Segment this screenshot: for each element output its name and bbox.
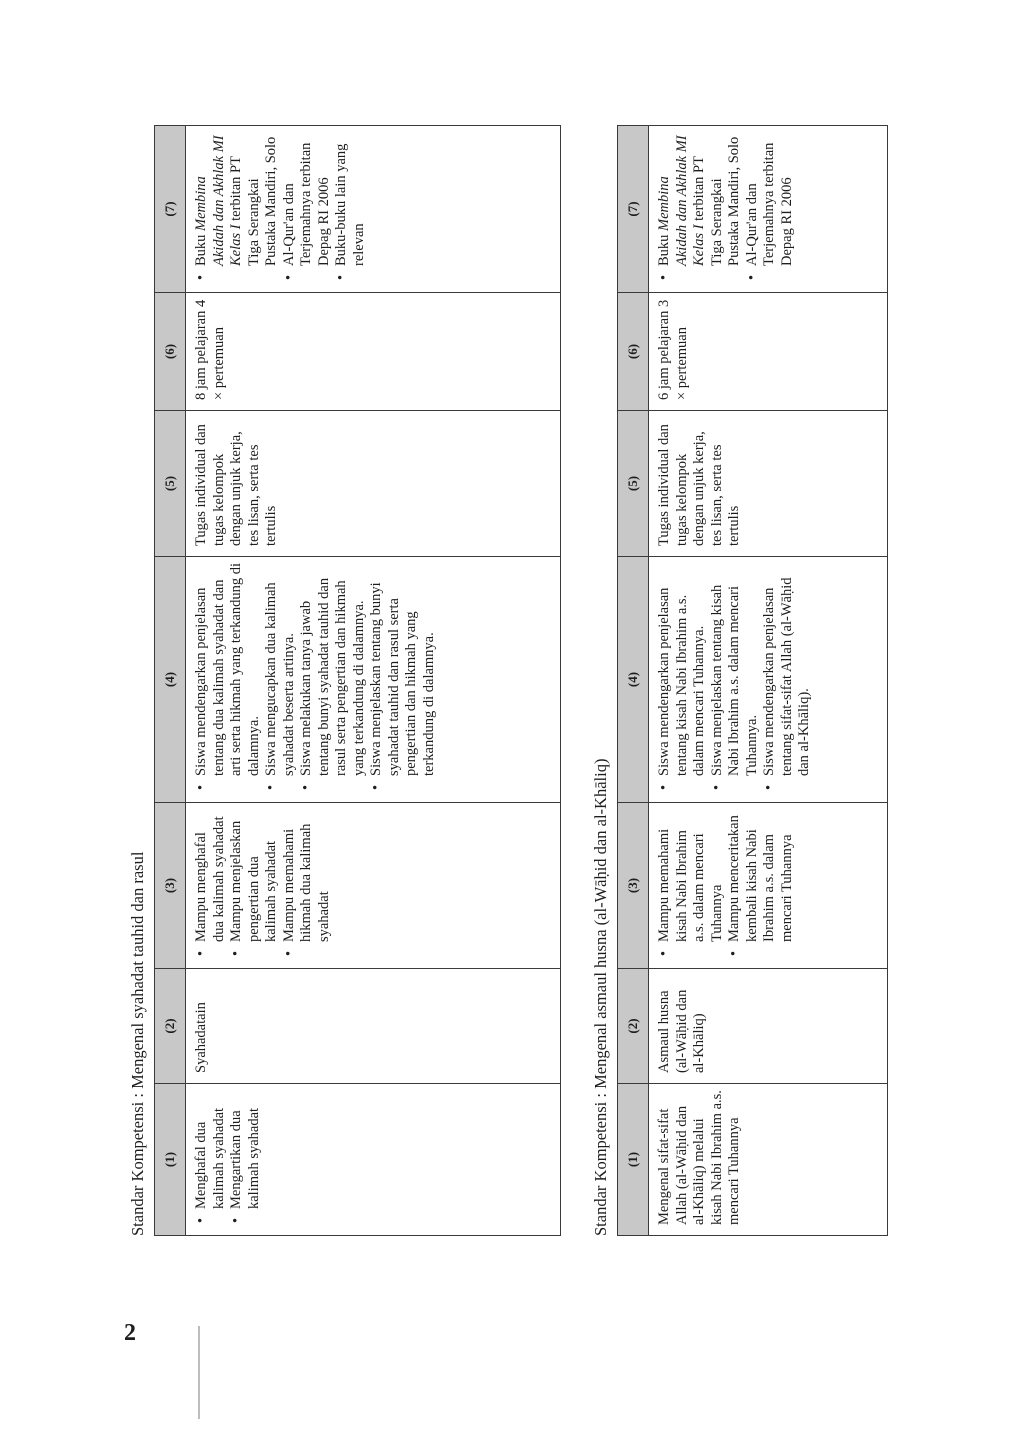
column-header: (7)	[155, 126, 186, 293]
indicator-cell	[186, 803, 561, 969]
cell-text: Asmaul husna (al-Wāḥid dan al-Khāliq)	[656, 989, 707, 1073]
column-header: (4)	[155, 557, 186, 803]
table-row	[186, 126, 561, 1236]
resources-cell	[186, 126, 561, 293]
list-item: • Mampu memahami hikmah dua kalimah syahadat	[281, 809, 334, 958]
assessment-cell	[649, 411, 888, 557]
curriculum-table	[617, 125, 888, 1236]
list-item: • Siswa menjelaskan tentang bunyi syahadat tauhid dan rasul serta pengertian dan hikmah yang terkandung di dalamnya.	[368, 563, 438, 792]
section-title: Standar Kompetensi : Mengenal syahadat tauhid dan rasul	[128, 851, 147, 1236]
column-header: (1)	[155, 1084, 186, 1236]
resources-cell	[649, 126, 888, 293]
list-item: • Mampu menghafal dua kalimah syahadat	[193, 809, 228, 958]
list-item: • Buku Membina Akidah dan Akhlak MI Kelas I terbitan PT Tiga Serangkai Pustaka Mandiri, Solo	[193, 132, 281, 282]
list-item: • Mampu memahami kisah Nabi Ibrahim a.s. dalam mencari Tuhannya	[656, 809, 726, 958]
list-item: • Al-Qur'an dan Terjemahnya terbitan Depag RI 2006	[281, 132, 334, 282]
column-header: (2)	[155, 969, 186, 1084]
list-item: • Siswa menjelaskan tentang kisah Nabi Ibrahim a.s. dalam mencari Tuhannya.	[709, 563, 762, 792]
cell-text: Tugas individual dan tugas kelompok dengan unjuk kerja, tes lisan, serta tes tertulis	[656, 424, 742, 546]
list-item: • Buku Membina Akidah dan Akhlak MI Kelas I terbitan PT Tiga Serangkai Pustaka Mandiri, Solo	[656, 132, 744, 282]
competency-section-asmaul-husna	[591, 126, 891, 1236]
section-title: Standar Kompetensi : Mengenal asmaul husna (al-Wāḥid dan al-Khāliq)	[591, 758, 610, 1236]
column-header: (7)	[618, 126, 649, 293]
competency-cell	[186, 1084, 561, 1236]
column-header: (6)	[618, 293, 649, 411]
list-item: • Menghafal dua kalimah syahadat	[193, 1090, 228, 1225]
assessment-cell	[186, 411, 561, 557]
cell-text: 6 jam pelajaran 3 × pertemuan	[656, 299, 690, 400]
material-cell	[186, 969, 561, 1084]
column-header: (3)	[618, 803, 649, 969]
list-item: • Mampu menjelaskan pengertian dua kalimah syahadat	[228, 809, 281, 958]
cell-text: Mengenal sifat-sifat Allah (al-Wāḥid dan al-Khāliq) melalui kisah Nabi Ibrahim a.s. mencari Tuhannya	[656, 1090, 742, 1225]
indicator-cell	[649, 803, 888, 969]
time-allocation-cell	[649, 293, 888, 411]
column-header: (2)	[618, 969, 649, 1084]
list-item: • Siswa mendengarkan penjelasan tentang dua kalimah syahadat dan arti serta hikmah yang terkandung di dalamnya.	[193, 563, 263, 792]
competency-section-syahadat	[128, 126, 564, 1236]
table-header-row	[155, 126, 186, 1236]
column-header: (3)	[155, 803, 186, 969]
list-item: • Mampu menceritakan kembali kisah Nabi Ibrahim a.s. dalam mencari Tuhannya	[726, 809, 796, 958]
cell-text: Tugas individual dan tugas kelompok dengan unjuk kerja, tes lisan, serta tes tertulis	[193, 424, 279, 546]
time-allocation-cell	[186, 293, 561, 411]
margin-rule	[198, 1326, 200, 1419]
table-header-row	[618, 126, 649, 1236]
material-cell	[649, 969, 888, 1084]
list-item: • Siswa melakukan tanya jawab tentang bunyi syahadat tauhid dan rasul serta pengertian dan hikmah yang terkandung di dalamnya.	[298, 563, 368, 792]
cell-text: Syahadatain	[193, 1002, 209, 1073]
activity-cell	[649, 557, 888, 803]
column-header: (1)	[618, 1084, 649, 1236]
list-item: • Siswa mendengarkan penjelasan tentang sifat-sifat Allah (al-Wāḥid dan al-Khāliq).	[761, 563, 814, 792]
list-item: • Buku-buku lain yang relevan	[333, 132, 368, 282]
list-item: • Siswa mengucapkan dua kalimah syahadat beserta artinya.	[263, 563, 298, 792]
column-header: (5)	[155, 411, 186, 557]
competency-cell	[649, 1084, 888, 1236]
column-header: (4)	[618, 557, 649, 803]
list-item: • Mengartikan dua kalimah syahadat	[228, 1090, 263, 1225]
column-header: (5)	[618, 411, 649, 557]
page-number: 2	[124, 1320, 136, 1346]
list-item: • Al-Qur'an dan Terjemahnya terbitan Depag RI 2006	[744, 132, 797, 282]
list-item: • Siswa mendengarkan penjelasan tentang kisah Nabi Ibrahim a.s. dalam mencari Tuhannya.	[656, 563, 709, 792]
cell-text: 8 jam pelajaran 4 × pertemuan	[193, 299, 227, 400]
activity-cell	[186, 557, 561, 803]
column-header: (6)	[155, 293, 186, 411]
curriculum-table	[154, 125, 561, 1236]
table-row	[649, 126, 888, 1236]
